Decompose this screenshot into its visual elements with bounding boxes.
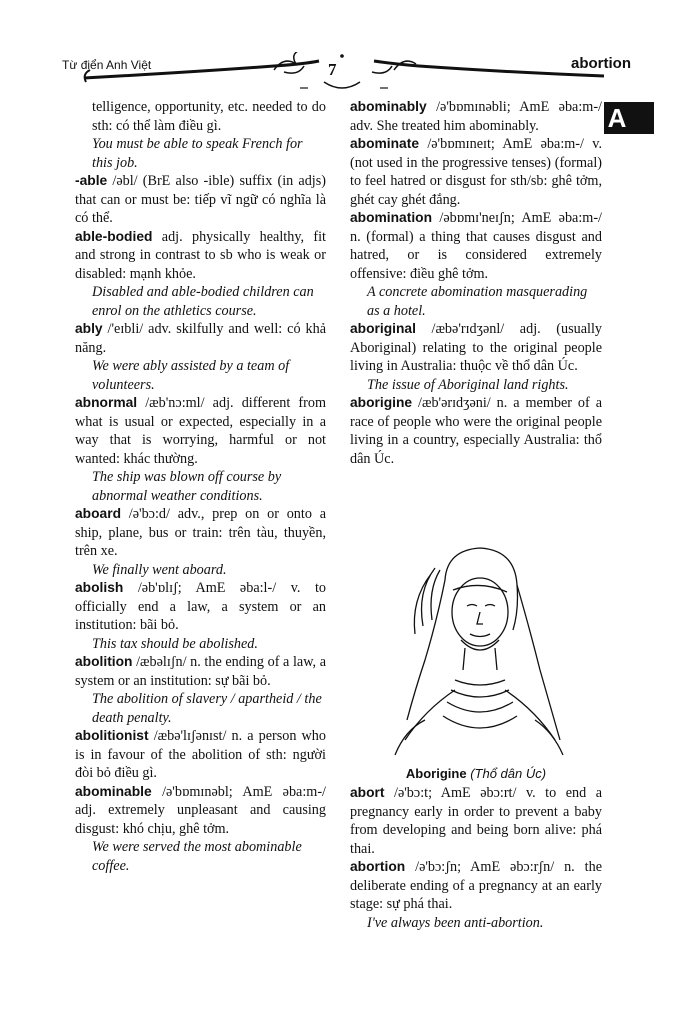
- definition: /ə'bɒmɪnəbl; AmE əba:m-/ adj. extremely unpleasant and causing disgust: khó chịu, ghê tởm.: [75, 783, 326, 837]
- headword: abolition: [75, 654, 133, 669]
- headword: abominably: [350, 99, 427, 114]
- definition: /əbɒmɪ'neɪʃn; AmE əba:m-/ n. (formal) a thing that causes disgust and hatred, or is considered extremely offensive: điều ghê tởm.: [350, 210, 602, 282]
- right-column: [350, 98, 602, 468]
- example: The ship was blown off course by abnormal weather conditions.: [92, 469, 282, 504]
- entry-abominate: [350, 135, 602, 209]
- entry-abolition: [75, 653, 326, 690]
- headword: abnormal: [75, 395, 138, 410]
- headword: abominable: [75, 783, 152, 799]
- headword: aborigine: [350, 395, 413, 410]
- definition: /əb'ɒlɪʃ; AmE əba:l-/ v. to officially end a law, a system or an institution: bãi bỏ.: [75, 580, 326, 633]
- definition: /æbə'lɪʃənɪst/ n. a person who is in favour of the abolition of sth: người đòi bỏ điều gì.: [75, 728, 326, 781]
- example: A concrete abomination masquerading as a hotel.: [367, 284, 588, 319]
- definition: /'eɪbli/ adv. skilfully and well: có khả năng.: [75, 321, 326, 356]
- definition: /ə'bɔ:t; AmE əbɔ:rt/ v. to end a pregnancy early in order to prevent a baby from developing and being born alive: phá thai.: [350, 785, 602, 857]
- definition: /ə'bɒmɪneɪt; AmE əba:m-/ v. (not used in the progressive tenses) (formal) to feel hatred or disgust for sth/sb: ghê tởm, ghét cay ghét đắng.: [350, 136, 602, 208]
- headword: aboriginal: [350, 321, 416, 336]
- entry-abort: [350, 784, 602, 858]
- left-column: [75, 98, 326, 875]
- definition: adj. physically healthy, fit and strong in contrast to sb who is weak or disabled: mạnh khỏe.: [75, 228, 326, 282]
- header-book-title: Từ điển Anh Việt: [62, 58, 152, 72]
- definition: /æb'ərɪdʒəni/ n. a member of a race of people who were the original people living in a country, especially Australia: thổ dân Úc.: [350, 395, 602, 467]
- entry-abomination: [350, 209, 602, 283]
- right-column-lower: [350, 784, 602, 932]
- entry-aborigine: [350, 394, 602, 468]
- example: This tax should be abolished.: [92, 635, 258, 652]
- headword: -able: [75, 173, 108, 188]
- example: The abolition of slavery / apartheid / the death penalty.: [92, 691, 322, 726]
- entry-abortion: [350, 858, 602, 914]
- caption-word: Aborigine: [405, 766, 467, 781]
- example: I've always been anti-abortion.: [367, 914, 544, 931]
- definition: /æbəlɪʃn/ n. the ending of a law, a system or an institution: sự bãi bỏ.: [75, 654, 326, 689]
- example: We were served the most abominable coffee.: [92, 839, 302, 874]
- entry-able-bodied: [75, 228, 326, 284]
- headword: abortion: [350, 859, 406, 874]
- headword: abort: [350, 785, 385, 800]
- continuation-example: You must be able to speak French for this job.: [92, 136, 303, 171]
- headword: abomination: [350, 210, 433, 225]
- headword: abolish: [75, 580, 124, 595]
- caption-translation: (Thổ dân Úc): [470, 766, 547, 781]
- letter-thumb-tab: [604, 102, 654, 134]
- definition: /æbə'rɪdʒənl/ adj. (usually Aboriginal) relating to the original people living in Australia: thuộc về thổ dân Úc.: [350, 321, 602, 374]
- definition: /əbl/ (BrE also -ible) suffix (in adjs) that can or must be: tiếp vĩ ngữ có nghĩa là có thể.: [75, 173, 326, 226]
- entry-abolitionist: [75, 727, 326, 783]
- entry-aboard: [75, 505, 326, 561]
- definition: /æb'nɔ:ml/ adj. different from what is usual or expected, especially in a way that is worrying, harmful or not wanted: khác thường.: [75, 395, 326, 467]
- entry-abominably: [350, 98, 602, 135]
- aborigine-illustration: [385, 540, 570, 762]
- entry-ably: [75, 320, 326, 357]
- example: Disabled and able-bodied children can enrol on the athletics course.: [92, 284, 314, 319]
- headword: abominate: [350, 136, 419, 151]
- entry-abnormal: [75, 394, 326, 468]
- entry-able: [75, 172, 326, 228]
- tab-letter: A: [607, 103, 627, 133]
- example: The issue of Aboriginal land rights.: [367, 376, 569, 393]
- definition: /ə'bɔ:ʃn; AmE əbɔ:rʃn/ n. the deliberate ending of a pregnancy at an early stage: sự phá thai.: [350, 859, 602, 912]
- illustration-caption: [350, 766, 602, 781]
- page-number: 7: [328, 60, 337, 79]
- headword: aboard: [75, 506, 121, 521]
- entry-abominable: [75, 783, 326, 839]
- continuation-text: telligence, opportunity, etc. needed to do sth: có thể làm điều gì.: [92, 99, 326, 134]
- header-guide-word: abortion: [571, 55, 631, 72]
- entry-abolish: [75, 579, 326, 635]
- example: We were ably assisted by a team of volunteers.: [92, 358, 290, 393]
- headword: ably: [75, 321, 103, 336]
- example: We finally went aboard.: [92, 561, 227, 578]
- headword: abolitionist: [75, 728, 149, 743]
- definition: /ə'bɒmɪnəbli; AmE əba:m-/ adv. She treated him abominably.: [350, 99, 602, 134]
- header-ornament: [74, 52, 614, 97]
- definition: /ə'bɔ:d/ adv., prep on or onto a ship, plane, bus or train: trên tàu, thuyền, trên xe.: [75, 506, 326, 559]
- headword: able-bodied: [75, 228, 153, 244]
- entry-aboriginal: [350, 320, 602, 376]
